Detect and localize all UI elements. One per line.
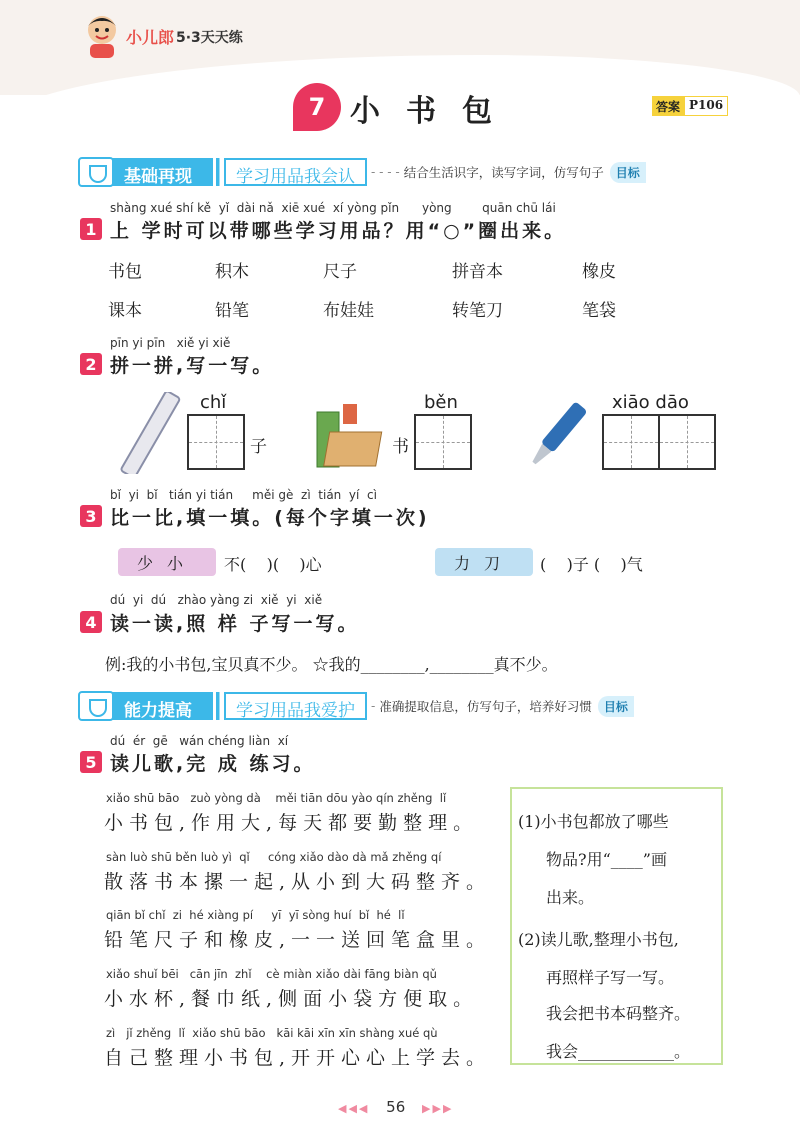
word-item: 拼音本 <box>452 262 503 282</box>
section-topic: 学习用品我会认 <box>224 158 367 186</box>
q4-number: 4 <box>80 611 102 633</box>
word-item: 笔袋 <box>582 301 616 321</box>
arrow-icon <box>206 692 224 720</box>
q1-text: 上 学时可以带哪些学习用品？用“○”圈出来。 <box>110 220 567 242</box>
poem-line: 小书包,作用大,每天都要勤整理。 <box>104 812 479 834</box>
prev-arrows-icon: ◀◀◀ <box>338 1102 370 1115</box>
ruler-icon <box>115 392 185 474</box>
q3-number: 3 <box>80 505 102 527</box>
char-pair: 力刀 <box>435 548 533 576</box>
answer-label: 答案 <box>652 96 684 116</box>
lesson-number: 7 <box>293 83 341 131</box>
goal-badge: 目标 <box>598 696 634 717</box>
q2-pinyin: pīn yi pīn xiě yi xiě <box>110 336 231 350</box>
q1-pinyin: shàng xué shí kě yǐ dài nǎ xiē xué xí yòng pǐn yòng quān chū lái <box>110 201 556 215</box>
writing-box[interactable] <box>414 414 472 470</box>
card-line: (1)小书包都放了哪些 <box>518 812 669 831</box>
brand-name: 小儿郎 <box>126 28 175 47</box>
q4-pinyin: dú yi dú zhào yàng zi xiě yi xiě <box>110 593 323 607</box>
q2-number: 2 <box>80 353 102 375</box>
q5-text: 读儿歌,完 成 练习。 <box>110 753 316 775</box>
fill-blank[interactable]: ( )子 ( )气 <box>540 555 643 574</box>
book-icon <box>78 157 114 187</box>
q4-text: 读一读,照 样 子写一写。 <box>110 613 360 635</box>
card-line[interactable]: 物品?用“____”画 <box>546 850 667 869</box>
answer-reference <box>652 96 728 116</box>
char-pair: 少小 <box>118 548 216 576</box>
word-item: 尺子 <box>323 262 357 282</box>
card-line: 再照样子写一写。 <box>546 968 675 987</box>
char-zi: 子 <box>250 437 267 457</box>
word-item: 布娃娃 <box>323 301 374 321</box>
poem-pinyin: zì jǐ zhěng lǐ xiǎo shū bāo kāi kāi xīn xīn shàng xué qù <box>106 1026 438 1040</box>
word-item: 铅笔 <box>215 301 249 321</box>
section-header-basic: 基础再现 学习用品我会认 - - - - 结合生活识字，读写字词，仿写句子 目标 <box>78 156 646 188</box>
poem-pinyin: xiǎo shuǐ bēi cān jīn zhǐ cè miàn xiǎo dài fāng biàn qǔ <box>106 967 437 981</box>
section-topic: 学习用品我爱护 <box>224 692 367 720</box>
writing-box[interactable] <box>658 414 716 470</box>
fill-blank[interactable]: 不( )( )心 <box>224 555 322 574</box>
poem-line: 小水杯,餐巾纸,侧面小袋方便取。 <box>104 988 479 1010</box>
char-shu: 书 <box>392 437 409 457</box>
card-line: 我会把书本码整齐。 <box>546 1004 691 1023</box>
word-item: 转笔刀 <box>452 301 503 321</box>
section-note: 准确提取信息，仿写句子，培养好习惯 <box>379 699 592 714</box>
poem-line: 铅笔尺子和橡皮,一一送回笔盒里。 <box>104 929 492 951</box>
section-note: 结合生活识字，读写字词，仿写句子 <box>403 165 604 180</box>
poem-line: 散落书本摞一起,从小到大码整齐。 <box>104 871 492 893</box>
next-arrows-icon: ▶▶▶ <box>422 1102 454 1115</box>
example-sentence[interactable]: 例:我的小书包,宝贝真不少。 ☆我的________,________真不少。 <box>105 655 558 674</box>
series-name: 5·3天天练 <box>176 30 243 46</box>
section-header-improve: 能力提高 学习用品我爱护 - 准确提取信息，仿写句子，培养好习惯 目标 <box>78 690 634 722</box>
section-tag: 基础再现 <box>110 158 206 186</box>
arrow-icon <box>206 158 224 186</box>
poem-line: 自己整理小书包,开开心心上学去。 <box>104 1047 492 1069</box>
writing-box[interactable] <box>602 414 660 470</box>
word-item: 橡皮 <box>582 262 616 282</box>
page-number: 56 <box>386 1098 406 1116</box>
q3-text: 比一比,填一填。(每个字填一次) <box>110 507 430 529</box>
knife-icon <box>522 395 592 473</box>
pinyin-ben: běn <box>424 392 458 413</box>
pinyin-chi: chǐ <box>200 392 227 413</box>
card-line: 出来。 <box>546 888 595 907</box>
q5-number: 5 <box>80 751 102 773</box>
poem-pinyin: sàn luò shū běn luò yì qǐ cóng xiǎo dào dà mǎ zhěng qí <box>106 850 442 864</box>
book-icon <box>78 691 114 721</box>
lesson-title: 小书包 <box>350 94 518 129</box>
exercise-card <box>510 787 723 1065</box>
q1-number: 1 <box>80 218 102 240</box>
card-answer-line[interactable]: 我会____________。 <box>546 1042 691 1061</box>
q2-text: 拼一拼,写一写。 <box>110 355 275 377</box>
word-item: 课本 <box>108 301 142 321</box>
word-item: 书包 <box>108 262 142 282</box>
word-item: 积木 <box>215 262 249 282</box>
answer-page: P106 <box>684 96 728 116</box>
mascot-icon <box>82 12 122 58</box>
pinyin-xiaodao: xiāo dāo <box>612 392 689 413</box>
goal-badge: 目标 <box>610 162 646 183</box>
poem-pinyin: qiān bǐ chǐ zi hé xiàng pí yī yī sòng huí bǐ hé lǐ <box>106 908 405 922</box>
q3-pinyin: bǐ yi bǐ tián yi tián měi gè zì tián yí cì <box>110 488 377 502</box>
section-tag: 能力提高 <box>110 692 206 720</box>
page-number-bar <box>338 1098 453 1116</box>
card-line: (2)读儿歌,整理小书包, <box>518 930 679 949</box>
poem-pinyin: xiǎo shū bāo zuò yòng dà měi tiān dōu yào qín zhěng lǐ <box>106 791 447 805</box>
writing-box[interactable] <box>187 414 245 470</box>
q5-pinyin: dú ér gē wán chéng liàn xí <box>110 734 289 748</box>
books-icon <box>313 402 393 472</box>
